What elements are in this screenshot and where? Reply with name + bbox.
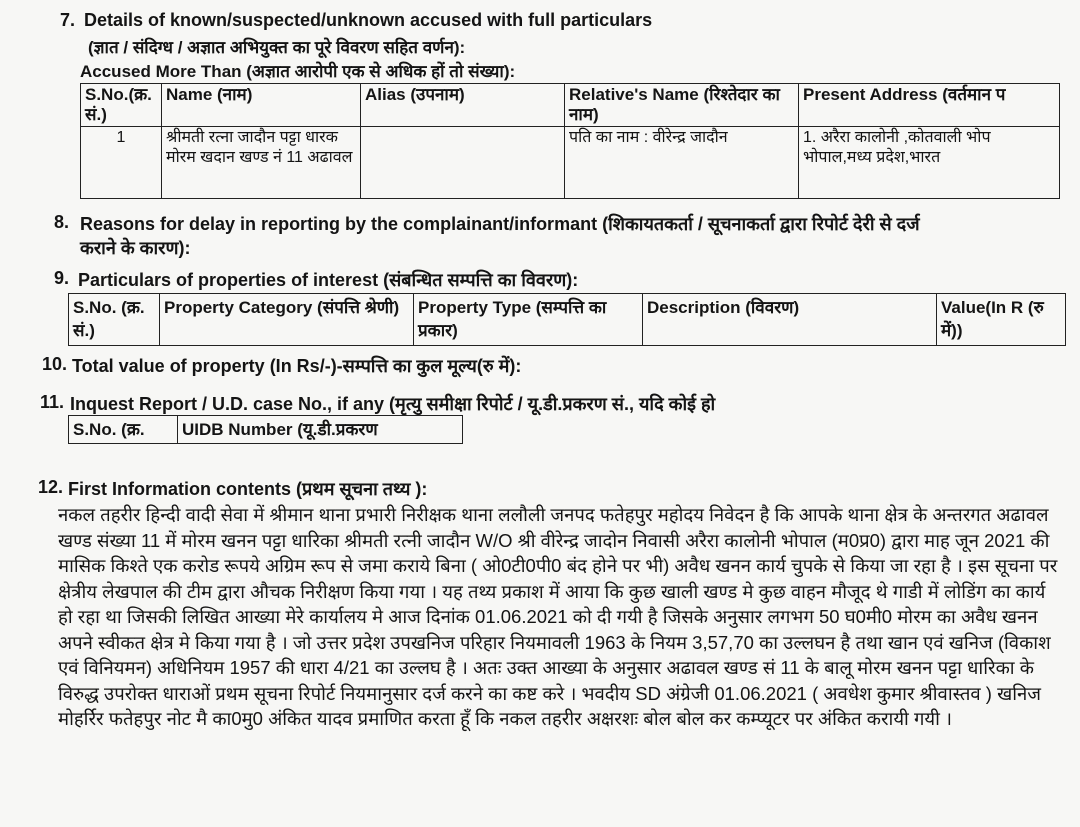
section-11-number: 11. (40, 392, 65, 412)
inquest-table-header (69, 416, 463, 444)
col-alias: Alias (उपनाम) (361, 84, 565, 127)
accused-table-header (81, 84, 1060, 127)
col-relative: Relative's Name (रिश्तेदार का नाम) (565, 84, 799, 127)
section-9-number: 9. (54, 268, 70, 288)
col-description: Description (विवरण) (643, 294, 937, 346)
col-sno: S.No.(क्र. सं.) (81, 84, 162, 127)
section-12-title: First Information contents (प्रथम सूचना तथ्य ): (68, 479, 428, 499)
section-10-number: 10. (42, 354, 68, 374)
property-table (68, 293, 1066, 346)
section-7-title-hindi: (ज्ञात / संदिग्ध / अज्ञात अभियुक्त का पूरे विवरण सहित वर्णन): (88, 38, 466, 57)
col-sno: S.No. (क्र. सं.) (69, 294, 160, 346)
section-7-number: 7. (60, 10, 76, 30)
col-uidb: UIDB Number (यू.डी.प्रकरण (178, 416, 463, 444)
col-type: Property Type (सम्पत्ति का प्रकार) (414, 294, 643, 346)
cell-alias (361, 127, 565, 199)
section-8-number: 8. (54, 212, 70, 232)
accused-table-row (81, 127, 1060, 199)
property-table-header (69, 294, 1066, 346)
inquest-table (68, 415, 463, 444)
col-name: Name (नाम) (162, 84, 361, 127)
section-9-title: Particulars of properties of interest (संबन्धित सम्पत्ति का विवरण): (78, 270, 579, 290)
col-category: Property Category (संपत्ति श्रेणी) (160, 294, 414, 346)
col-sno: S.No. (क्र. (69, 416, 178, 444)
cell-address: 1. अरैरा कालोनी ,कोतवाली भोप भोपाल,मध्य प्रदेश,भारत (799, 127, 1060, 199)
section-11-title: Inquest Report / U.D. case No., if any (मृत्यु समीक्षा रिपोर्ट / यू.डी.प्रकरण सं., यदि कोई हो (70, 394, 716, 414)
cell-sno: 1 (81, 127, 162, 199)
cell-relative: पति का नाम : वीरेन्द्र जादौन (565, 127, 799, 199)
col-value: Value(In R (रु में)) (937, 294, 1066, 346)
col-address: Present Address (वर्तमान प (799, 84, 1060, 127)
section-12-number: 12. (38, 477, 64, 497)
section-7-title: Details of known/suspected/unknown accused with full particulars (84, 10, 653, 30)
accused-more-than-label: Accused More Than (अज्ञात आरोपी एक से अधिक हों तो संख्या): (80, 62, 516, 81)
first-information-content: नकल तहरीर हिन्दी वादी सेवा में श्रीमान थाना प्रभारी निरीक्षक थाना ललौली जनपद फतेहपुर महोदय निवेदन है कि आपके थाना क्षेत्र के अन्तरगत अढावल खण्ड संख्या 11 में मोरम खनन पट्टा धारिका श्रीमती रत्नी जादौन W/O श्री वीरेन्द्र जादोन निवासी अरैरा कालोनी भोपाल (म0प्र0) द्वारा माह जून 2021 की मासिक किश्ते एक करोड रूपये अग्रिम रूप से जमा कराये बिना ( ओ0टी0पी0 बंद होने पर भी) अवैध खनन कार्य चुपके से किया जा रहा है । इस सूचना पर क्षेत्रीय लेखपाल की टीम द्वारा औचक निरीक्षण किया गया । यह तथ्य प्रकाश में आया कि कुछ खाली खण्ड मे कुछ वाहन मौजूद थे गाडी में लोडिंग का कार्य हो रहा था जिसकी लिखित आख्या मेरे कार्यालय मे आज दिनांक 01.06.2021 को दी गयी है जिसके अनुसार लगभग 50 घ0मी0 मोरम का अवैध खनन अपने स्वीकत क्षेत्र मे किया गया है । जो उत्तर प्रदेश उपखनिज परिहार नियमावली 1963 के नियम 3,57,70 का उल्लघन है तथा खान एवं खनिज (विकाश एवं विनियमन) अधिनियम 1957 की धारा 4/21 का उल्लघ है । अतः उक्त आख्या के अनुसार अढावल खण्ड सं 11 के बालू मोरम खनन पट्टा धारिका के विरुद्ध उपरोक्त धाराओं प्रथम सूचना रिपोर्ट नियमानुसार दर्ज करने का कष्ट करे । भवदीय SD अंग्रेजी 01.06.2021 ( अवधेश कुमार श्रीवास्तव ) खनिज मोहर्रिर फतेहपुर नोट मै का0मु0 अंकित यादव प्रमाणित करता हूँ कि नकल तहरीर अक्षरशः बोल बोल कर कम्प्यूटर पर अंकित करायी गयी । (58, 504, 1058, 729)
section-10-title: Total value of property (In Rs/-)-सम्पत्ति का कुल मूल्य(रु में): (72, 356, 522, 376)
section-8-title-cont: कराने के कारण): (80, 238, 191, 258)
cell-name: श्रीमती रत्ना जादौन पट्टा धारक मोरम खदान खण्ड नं 11 अढावल (162, 127, 361, 199)
section-8-title: Reasons for delay in reporting by the complainant/informant (शिकायतकर्ता / सूचनाकर्ता द्वारा रिपोर्ट देरी से दर्ज (80, 214, 920, 234)
accused-table (80, 83, 1060, 199)
